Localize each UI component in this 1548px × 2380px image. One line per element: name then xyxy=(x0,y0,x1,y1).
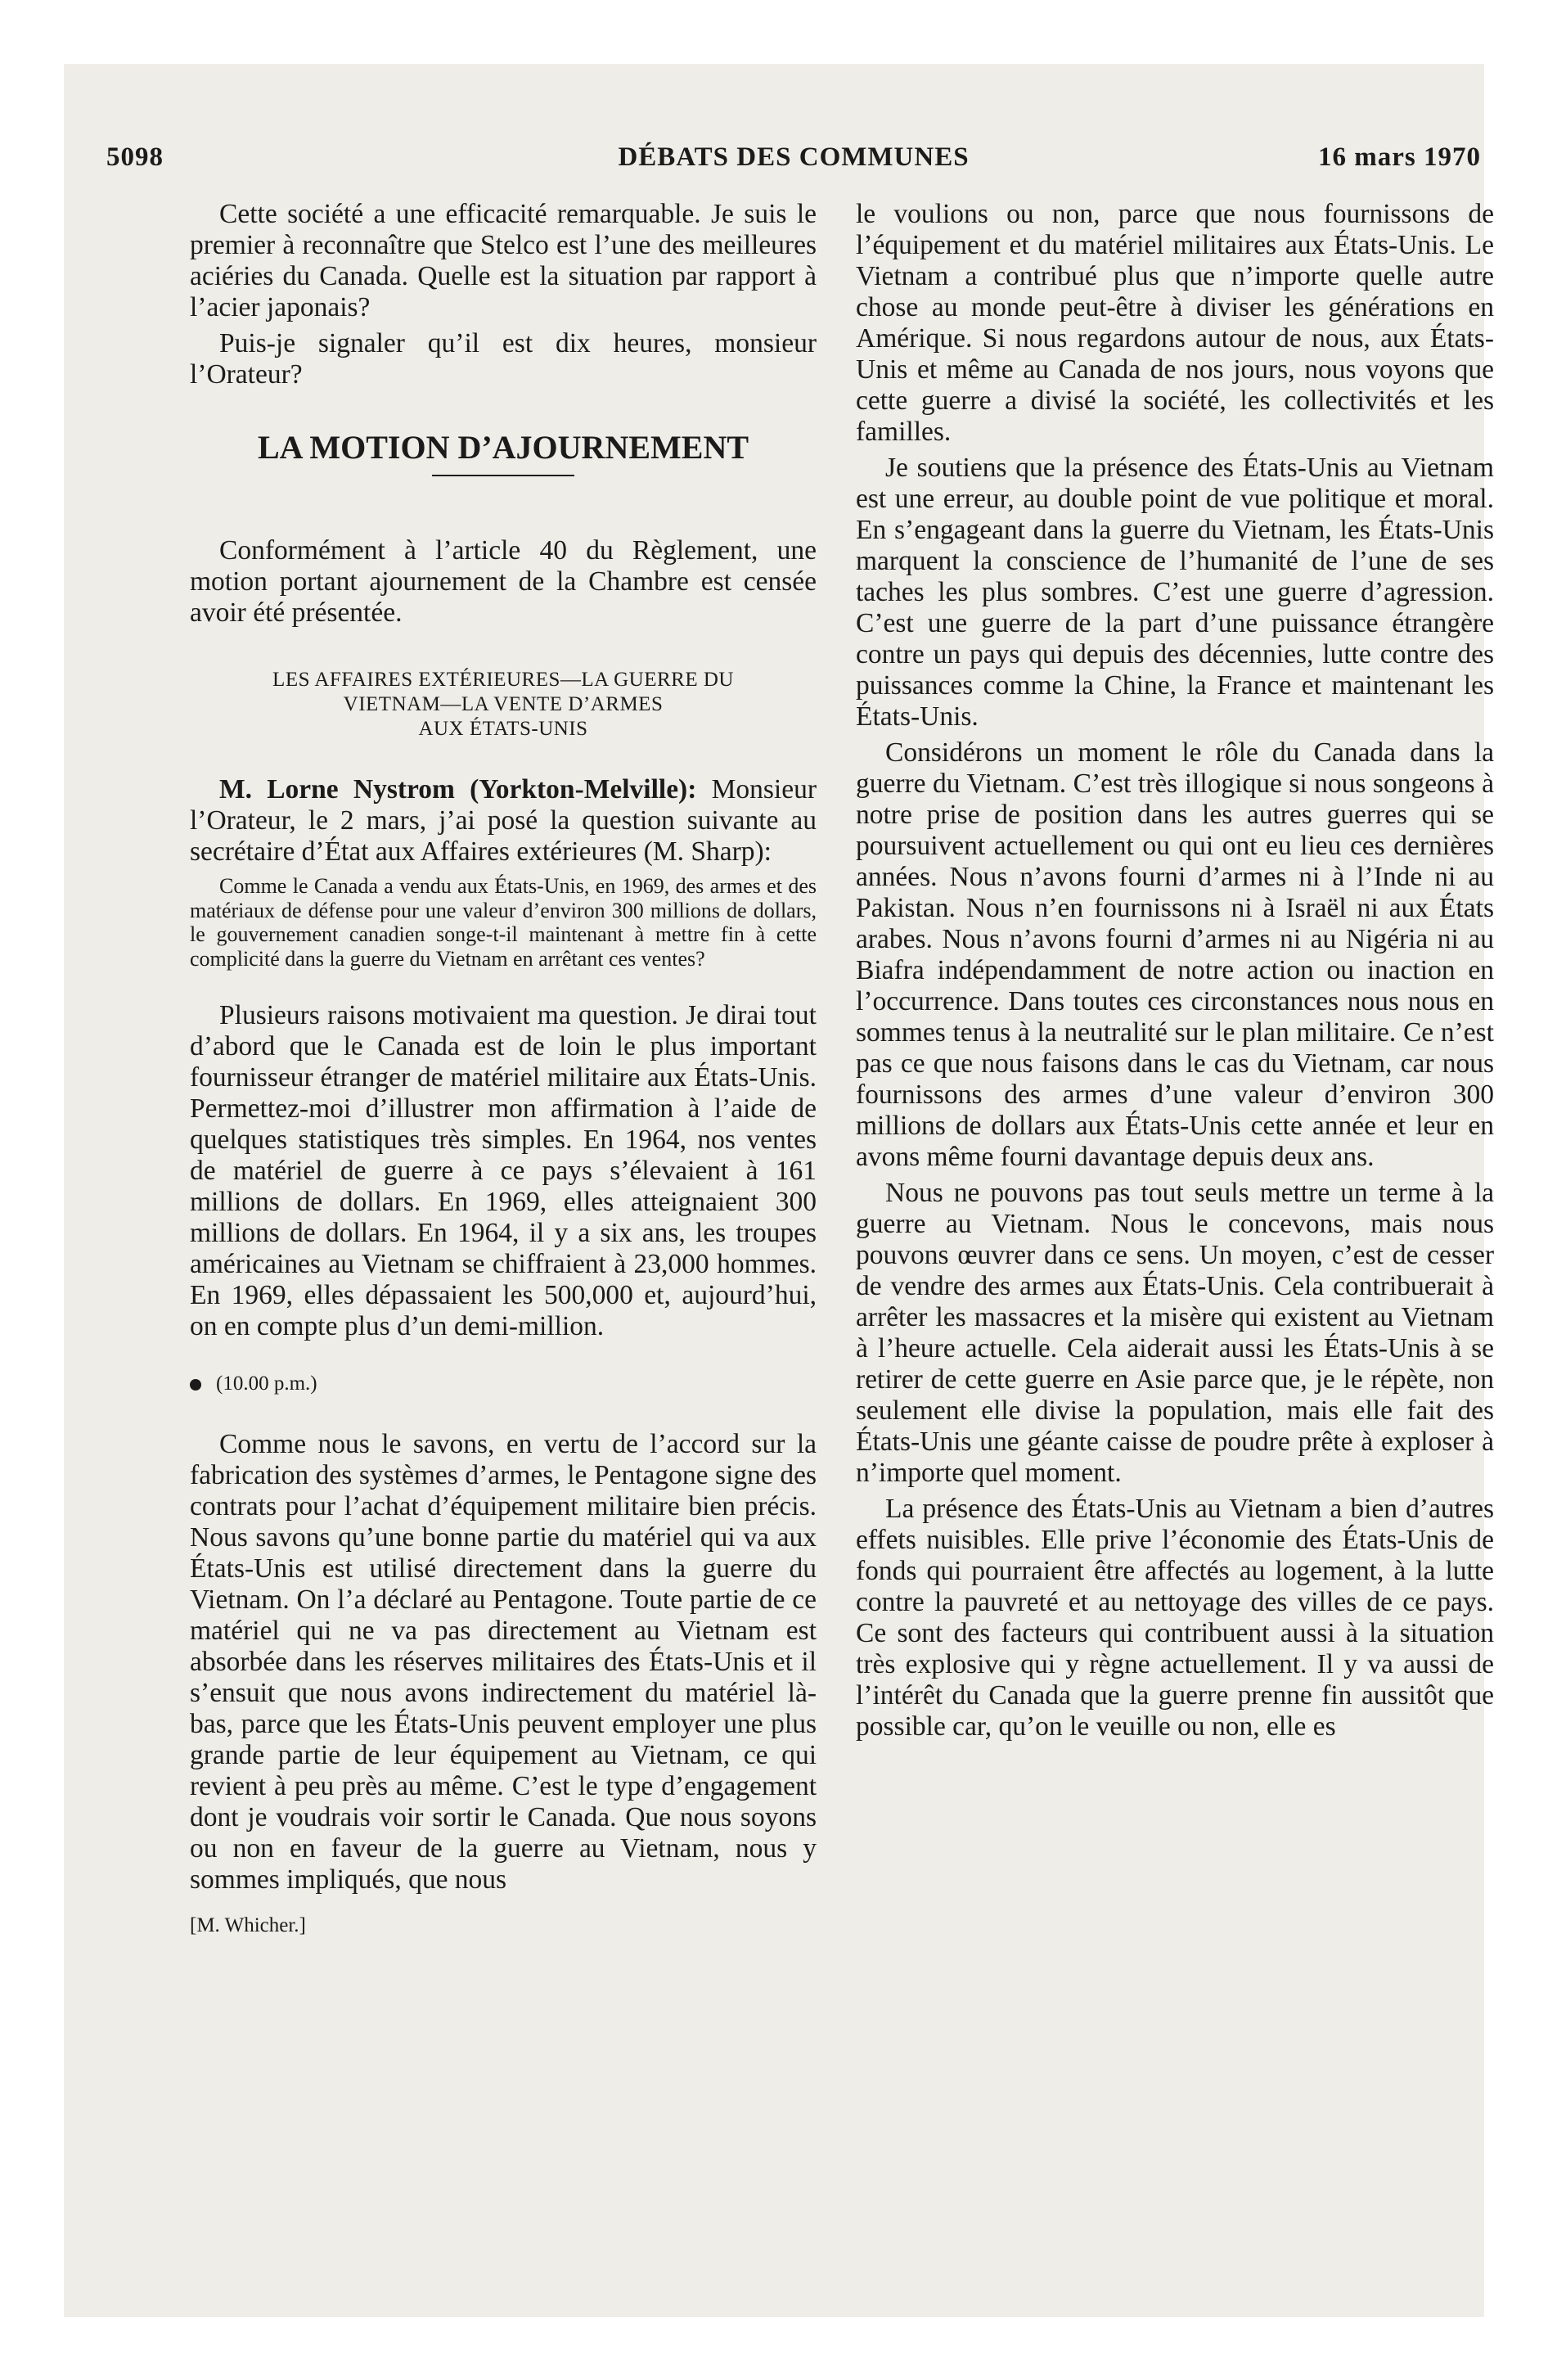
subheading xyxy=(190,668,817,741)
subheading-line: AUX ÉTATS-UNIS xyxy=(418,718,588,740)
quoted-question: Comme le Canada a vendu aux États-Unis, en 1969, des armes et des matériaux de défense pour une valeur d’environ 300 millions de dollars, le gouvernement canadien songe-t-il maintenant à mettre fin à cette complicité dans la guerre du Vietnam en arrêtant ces ventes? xyxy=(190,874,817,971)
subheading-line: LES AFFAIRES EXTÉRIEURES—LA GUERRE DU xyxy=(272,669,734,691)
bullet-icon xyxy=(190,1379,201,1391)
speaker-paragraph xyxy=(190,774,817,868)
speaker-footer: [M. Whicher.] xyxy=(190,1914,306,1936)
body-paragraph: Comme nous le savons, en vertu de l’accord sur la fabrication des systèmes d’armes, le Pentagone signe des contrats pour l’achat d’équipement militaire bien précis. Nous savons qu’une bonne partie du matériel qui va aux États-Unis est utilisé directement dans la guerre du Vietnam. On l’a déclaré au Pentagone. Toute partie de ce matériel qui ne va pas directement au Vietnam est absorbée dans les réserves militaires des États-Unis et il s’ensuit que nous avons indirectement du matériel là-bas, parce que les États-Unis peuvent employer une plus grande partie de leur équipement au Vietnam, ce qui revient à peu près au même. C’est le type d’engagement dont je voudrais voir sortir le Canada. Que nous soyons ou non en faveur de la guerre au Vietnam, nous y sommes impliqués, que nous xyxy=(190,1429,817,1895)
page-header xyxy=(106,142,1481,178)
publication-title: DÉBATS DES COMMUNES xyxy=(618,142,970,172)
body-paragraph: Je soutiens que la présence des États-Unis au Vietnam est une erreur, au double point de vue politique et moral. En s’engageant dans la guerre du Vietnam, les États-Unis marquent la conscience de l’humanité de l’une de ses taches les plus sombres. C’est une guerre d’agression. C’est une guerre de la part d’une puissance étrangère contre un pays qui depuis des décennies, lutte contre des puissances comme la Chine, la France et maintenant les États-Unis. xyxy=(856,453,1494,732)
speaker-name: M. Lorne Nystrom (Yorkton-Melville): xyxy=(219,774,697,805)
body-paragraph: Considérons un moment le rôle du Canada dans la guerre du Vietnam. C’est très illogique si nous songeons à notre prise de position dans les autres guerres qui se poursuivent actuellement ou qui ont eu lieu ces dernières années. Nous n’avons fourni d’armes ni à l’Inde ni au Pakistan. Nous n’en fournissons ni à Israël ni aux États arabes. Nous n’avons fourni d’armes ni au Nigéria ni au Biafra indépendamment de notre action ou inaction en l’occurrence. Dans toutes ces circonstances nous nous en sommes tenus à la neutralité sur le plan militaire. Ce n’est pas ce que nous faisons dans le cas du Vietnam, car nous fournissons des armes d’une valeur d’environ 300 millions de dollars aux États-Unis cette année et leur en avons même fourni davantage depuis deux ans. xyxy=(856,737,1494,1172)
issue-date: 16 mars 1970 xyxy=(1318,142,1481,172)
time-marker xyxy=(190,1372,817,1396)
page-number: 5098 xyxy=(106,142,164,172)
subheading-line: VIETNAM—LA VENTE D’ARMES xyxy=(343,693,664,715)
section-title: LA MOTION D’AJOURNEMENT xyxy=(257,429,749,466)
body-paragraph: La présence des États-Unis au Vietnam a bien d’autres effets nuisibles. Elle prive l’économie des États-Unis de fonds qui pourraient être affectés au logement, à la lutte contre la pauvreté et au nettoyage des villes de ce pays. Ce sont des facteurs qui contribuent aussi à la situation très explosive qui y règne actuellement. Il y va aussi de l’intérêt du Canada que la guerre prenne fin aussitôt que possible car, qu’on le veuille ou non, elle es xyxy=(856,1494,1494,1742)
body-paragraph: Plusieurs raisons motivaient ma question. Je dirai tout d’abord que le Canada est de loin le plus important fournisseur étranger de matériel militaire aux États-Unis. Permettez-moi d’illustrer mon affirmation à l’aide de quelques statistiques très simples. En 1964, nos ventes de matériel de guerre à ce pays s’élevaient à 161 millions de dollars. En 1969, elles atteignaient 300 millions de dollars. En 1964, il y a six ans, les troupes américaines au Vietnam se chiffraient à 23,000 hommes. En 1969, elles dépassaient les 500,000 et, aujourd’hui, on en compte plus d’un demi-million. xyxy=(190,1000,817,1341)
left-column xyxy=(190,199,817,1938)
body-paragraph: le voulions ou non, parce que nous fournissons de l’équipement et du matériel militaires aux États-Unis. Le Vietnam a contribué plus que n’importe quelle autre chose au monde peut-être à diviser les générations en Amérique. Si nous regardons autour de nous, aux États-Unis et même au Canada de nos jours, nous voyons que cette guerre a divisé la société, les collectivités et les familles. xyxy=(856,199,1494,447)
intro-paragraph: Cette société a une efficacité remarquable. Je suis le premier à reconnaître que Stelco est l’une des meilleures aciéries du Canada. Quelle est la situation par rapport à l’acier japonais? xyxy=(190,199,817,322)
time-marker-text: (10.00 p.m.) xyxy=(216,1373,317,1395)
body-paragraph: Nous ne pouvons pas tout seuls mettre un terme à la guerre au Vietnam. Nous le concevons, mais nous pouvons œuvrer dans ce sens. Un moyen, c’est de cesser de vendre des armes aux États-Unis. Cela contribuerait à arrêter les massacres et la misère qui existent au Vietnam à l’heure actuelle. Cela aiderait aussi les États-Unis à se retirer de cette guerre en Asie parce que, je le répète, non seulement elle divise la population, mais elle fait des États-Unis une géante caisse de poudre prête à exploser à n’importe quel moment. xyxy=(856,1178,1494,1488)
intro-paragraph: Puis-je signaler qu’il est dix heures, monsieur l’Orateur? xyxy=(190,328,817,390)
speaker-text: Monsieur l’Orateur, le 2 mars, j’ai posé la question suivante au secrétaire d’État aux Affaires extérieures (M. Sharp): xyxy=(190,774,817,867)
motion-paragraph: Conformément à l’article 40 du Règlement, une motion portant ajournement de la Chambre est censée avoir été présentée. xyxy=(190,535,817,628)
right-column xyxy=(856,199,1494,1742)
